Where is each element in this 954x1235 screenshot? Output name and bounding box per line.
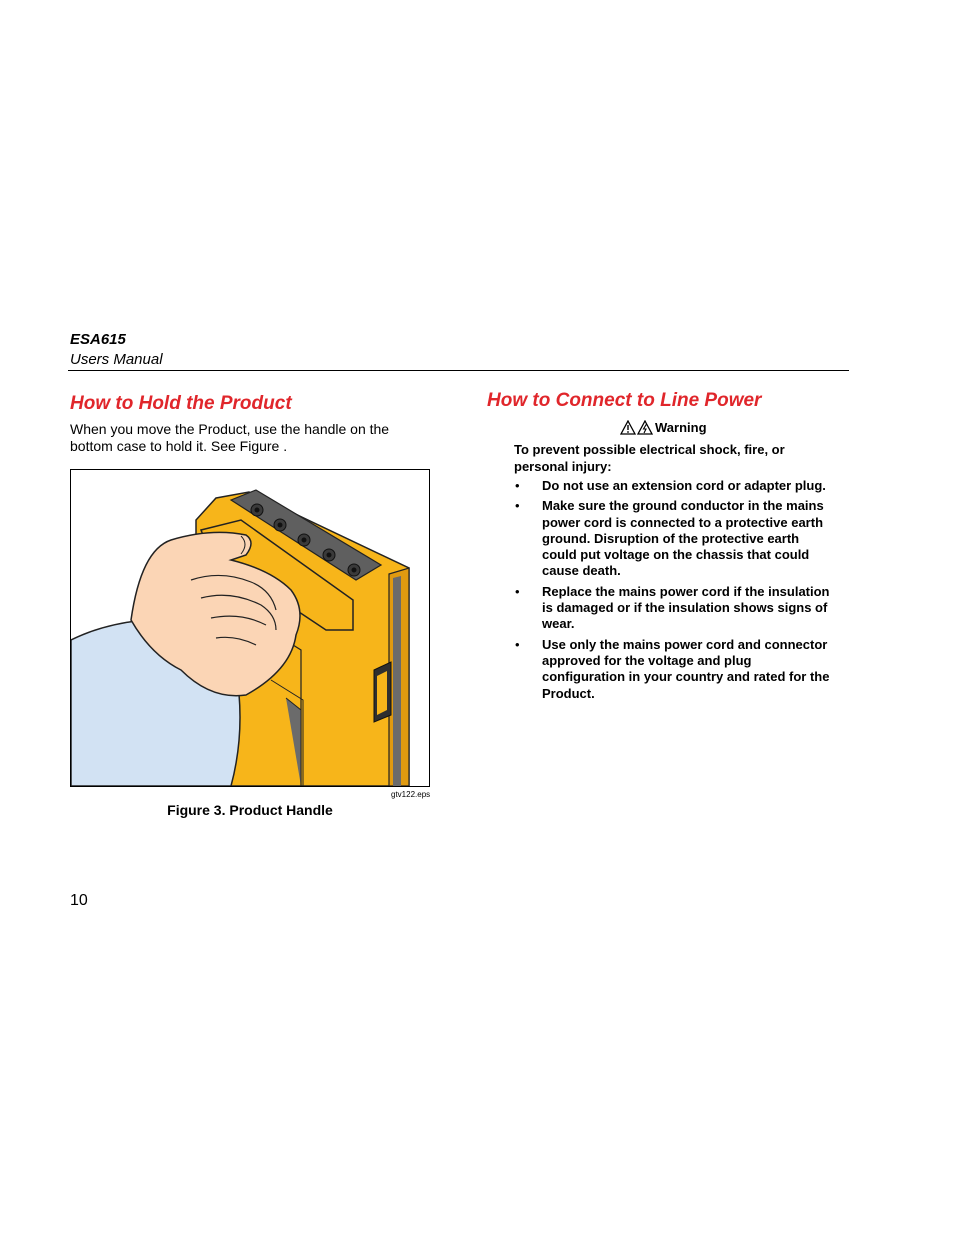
warning-label: Warning (655, 420, 707, 435)
product-handle-figure (70, 469, 430, 787)
section-heading-line-power: How to Connect to Line Power (487, 390, 762, 411)
manual-title: Users Manual (70, 351, 163, 368)
header-rule (68, 370, 849, 371)
hand-holding-device-illustration (71, 470, 429, 786)
warning-triangle-icons (620, 420, 654, 435)
bullet-icon: • (515, 478, 520, 493)
figure-filename: gtv122.eps (391, 790, 431, 799)
list-item: • Do not use an extension cord or adapter plug. (515, 478, 826, 493)
list-item: • Replace the mains power cord if the insulation is damaged or if the insulation shows signs of wear. (515, 583, 830, 632)
hold-body-text: When you move the Product, use the handle on the bottom case to hold it. See Figure . (70, 421, 390, 454)
list-item: • Make sure the ground conductor in the mains power cord is connected to a protective earth ground. Disruption of the protective earth could put voltage on the chassis that could cause death. (515, 498, 824, 579)
warning-title (620, 420, 707, 435)
page-number: 10 (70, 892, 88, 909)
warning-bullet-list (514, 478, 834, 706)
bullet-icon: • (515, 583, 520, 599)
figure-caption: Figure 3. Product Handle (167, 802, 333, 818)
bullet-icon: • (515, 498, 520, 514)
bullet-icon: • (515, 636, 520, 652)
warning-intro: To prevent possible electrical shock, fire, or personal injury: (514, 442, 785, 474)
product-name: ESA615 (70, 331, 126, 348)
list-item: • Use only the mains power cord and connector approved for the voltage and plug configuration in your country and rated for the Product. (515, 636, 830, 701)
section-heading-hold: How to Hold the Product (70, 393, 292, 414)
